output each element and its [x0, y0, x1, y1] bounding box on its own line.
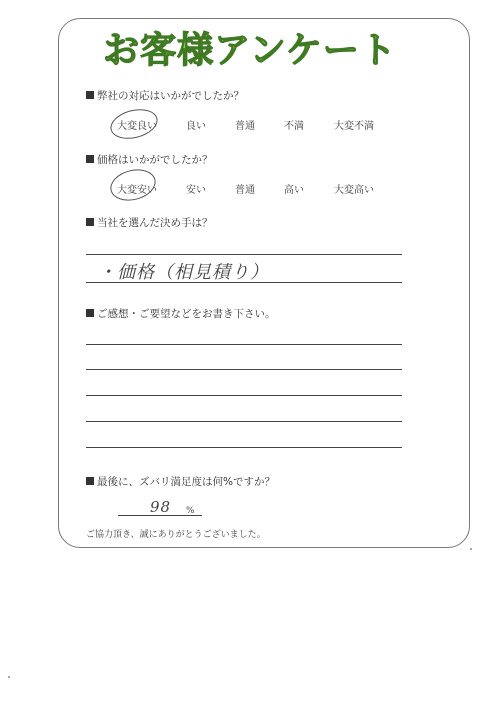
question-5-label: 最後に、ズバリ満足度は何%ですか？ — [97, 476, 275, 488]
square-bullet-icon — [86, 218, 94, 226]
q2-option-expensive[interactable]: 高い — [284, 185, 304, 196]
q1-option-very-good[interactable]: 大変良い — [117, 121, 157, 132]
percent-unit: % — [186, 506, 195, 516]
comment-line — [86, 369, 402, 370]
q1-option-very-dissatisfied[interactable]: 大変不満 — [334, 121, 374, 132]
question-3 — [86, 215, 213, 230]
comment-line — [86, 395, 402, 396]
scan-speck — [470, 548, 472, 550]
q1-option-good[interactable]: 良い — [186, 121, 206, 132]
question-2-label: 価格はいかがでしたか？ — [97, 154, 213, 166]
q1-option-normal[interactable]: 普通 — [235, 121, 255, 132]
answer-line — [86, 254, 402, 255]
square-bullet-icon — [86, 91, 94, 99]
question-3-label: 当社を選んだ決め手は？ — [97, 217, 213, 229]
question-4 — [86, 306, 276, 321]
page-title: お客様アンケート — [103, 30, 397, 71]
question-5 — [86, 474, 275, 489]
thank-you-note: ご協力頂き、誠にありがとうございました。 — [86, 530, 266, 540]
comment-line — [86, 344, 402, 345]
question-1 — [86, 88, 244, 103]
square-bullet-icon — [86, 309, 94, 317]
comment-line — [86, 447, 402, 448]
q2-option-very-expensive[interactable]: 大変高い — [334, 185, 374, 196]
comment-line — [86, 421, 402, 422]
square-bullet-icon — [86, 477, 94, 485]
scan-speck — [8, 676, 10, 678]
answer-line — [86, 282, 402, 283]
q1-option-dissatisfied[interactable]: 不満 — [284, 121, 304, 132]
q2-option-cheap[interactable]: 安い — [186, 185, 206, 196]
question-1-label: 弊社の対応はいかがでしたか？ — [97, 90, 244, 102]
question-4-label: ご感想・ご要望などをお書き下さい。 — [97, 308, 276, 320]
question-2 — [86, 152, 213, 167]
q2-option-very-cheap[interactable]: 大変安い — [117, 185, 157, 196]
q3-handwritten-answer: ・価格（相見積り） — [98, 262, 269, 283]
q2-option-normal[interactable]: 普通 — [235, 185, 255, 196]
q5-handwritten-answer: 98 — [150, 498, 172, 516]
square-bullet-icon — [86, 155, 94, 163]
